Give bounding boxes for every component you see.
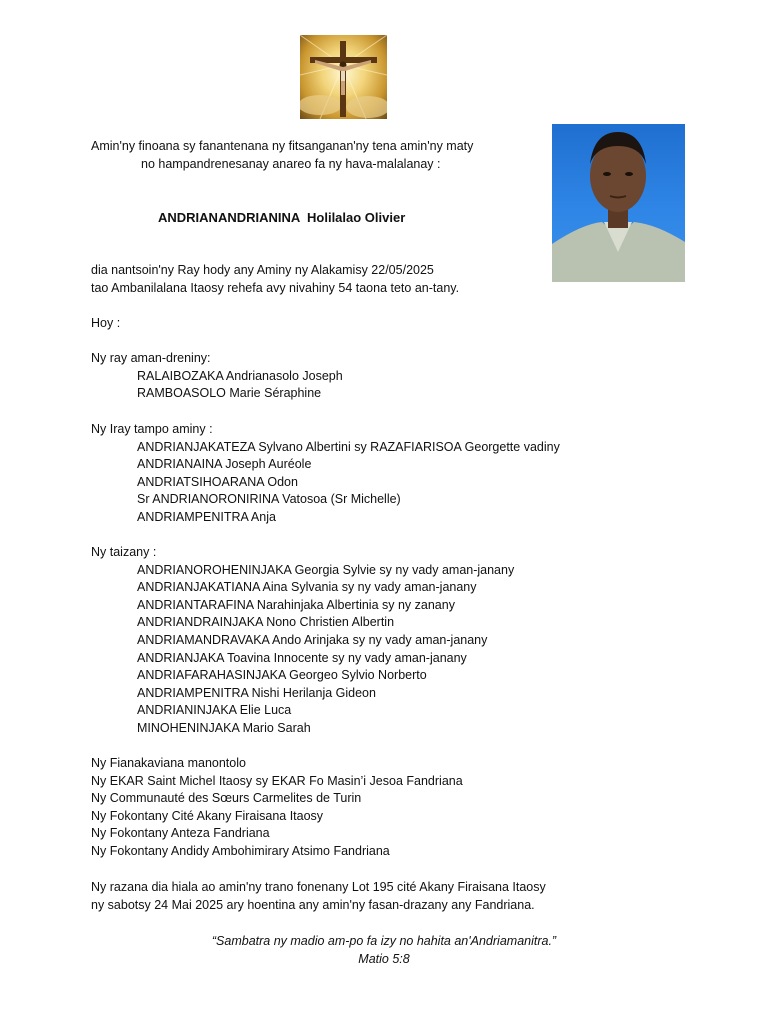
deceased-name: ANDRIANANDRIANINA Holilalao Olivier — [158, 210, 406, 225]
parent-name: RAMBOASOLO Marie Séraphine — [137, 386, 322, 401]
siblings-section — [91, 421, 560, 527]
community-line: Ny Communauté des Sœurs Carmelites de Turin — [91, 791, 362, 806]
intro-line-2: no hampandrenesanay anareo fa ny hava-malalanay : — [141, 157, 441, 171]
deceased-photo — [552, 124, 685, 282]
nephew-name: ANDRIANJAKA Toavina Innocente sy ny vady aman-janany — [137, 650, 467, 665]
intro-text — [91, 137, 521, 173]
sibling-name: ANDRIANAINA Joseph Auréole — [137, 457, 312, 472]
burial-line-2: ny sabotsy 24 Mai 2025 ary hoentina any amin'ny fasan-drazany any Fandriana. — [91, 897, 535, 912]
community-line: Ny Fokontany Anteza Fandriana — [91, 826, 270, 841]
nephew-name: ANDRIAFARAHASINJAKA Georgeo Sylvio Norberto — [137, 668, 427, 683]
nephew-name: ANDRIANINJAKA Elie Luca — [137, 703, 292, 718]
parent-name: RALAIBOZAKA Andrianasolo Joseph — [137, 368, 343, 383]
sibling-name: Sr ANDRIANORONIRINA Vatosoa (Sr Michelle) — [137, 492, 401, 507]
bible-quote — [0, 932, 768, 968]
sibling-name: ANDRIATSIHOARANA Odon — [137, 474, 298, 489]
death-line-1: dia nantsoin'ny Ray hody any Aminy ny Alakamisy 22/05/2025 — [91, 263, 434, 277]
siblings-heading: Ny Iray tampo aminy : — [91, 422, 213, 436]
burial-notice — [91, 879, 546, 914]
death-notice — [91, 262, 459, 297]
quote-reference: Matio 5:8 — [358, 952, 410, 966]
hoy-label: Hoy : — [91, 316, 121, 330]
nephew-name: ANDRIANJAKATIANA Aina Sylvania sy ny vady aman-janany — [137, 580, 477, 595]
nephew-name: ANDRIAMANDRAVAKA Ando Arinjaka sy ny vady aman-janany — [137, 632, 488, 647]
death-line-2: tao Ambanilalana Itaosy rehefa avy nivahiny 54 taona teto an-tany. — [91, 280, 460, 295]
community-section — [91, 755, 463, 861]
sibling-name: ANDRIAMPENITRA Anja — [137, 509, 276, 524]
community-line: Ny Fianakaviana manontolo — [91, 756, 246, 770]
nephew-name: ANDRIANDRAINJAKA Nono Christien Albertin — [137, 615, 395, 630]
community-line: Ny EKAR Saint Michel Itaosy sy EKAR Fo Masin’i Jesoa Fandriana — [91, 773, 463, 788]
nephew-name: ANDRIANTARAFINA Narahinjaka Albertinia sy ny zanany — [137, 597, 455, 612]
burial-line-1: Ny razana dia hiala ao amin'ny trano fonenany Lot 195 cité Akany Firaisana Itaosy — [91, 880, 546, 894]
quote-text: “Sambatra ny madio am-po fa izy no hahita an'Andriamanitra.” — [211, 934, 557, 948]
crucifix-image — [300, 35, 387, 119]
intro-line-1: Amin'ny finoana sy fanantenana ny fitsanganan'ny tena amin'ny maty — [91, 139, 474, 153]
sibling-name: ANDRIANJAKATEZA Sylvano Albertini sy RAZAFIARISOA Georgette vadiny — [137, 439, 560, 454]
nephew-name: ANDRIAMPENITRA Nishi Herilanja Gideon — [137, 685, 376, 700]
community-line: Ny Fokontany Andidy Ambohimirary Atsimo Fandriana — [91, 843, 390, 858]
nephews-heading: Ny taizany : — [91, 545, 157, 559]
nephew-name: MINOHENINJAKA Mario Sarah — [137, 720, 311, 735]
community-line: Ny Fokontany Cité Akany Firaisana Itaosy — [91, 808, 324, 823]
parents-section — [91, 350, 343, 403]
nephew-name: ANDRIANOROHENINJAKA Georgia Sylvie sy ny vady aman-janany — [137, 562, 515, 577]
nephews-section — [91, 544, 514, 738]
parents-heading: Ny ray aman-dreniny: — [91, 351, 211, 365]
